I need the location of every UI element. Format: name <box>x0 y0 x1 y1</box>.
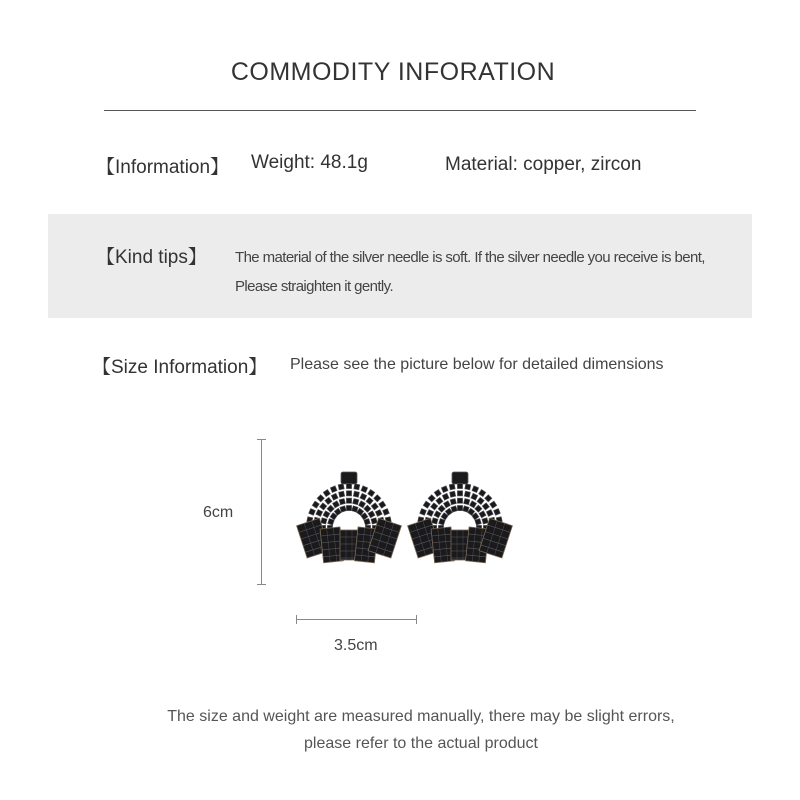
material-value: Material: copper, zircon <box>445 154 642 175</box>
size-information-description: Please see the picture below for detailed dimensions <box>290 356 664 373</box>
width-dimension-line <box>296 619 416 620</box>
measurement-note-line-1: The size and weight are measured manually, there may be slight errors, <box>167 708 675 725</box>
kind-tips-text <box>235 243 735 301</box>
title-divider <box>104 110 696 111</box>
page-title: COMMODITY INFORATION <box>230 58 556 86</box>
width-dimension-cap-left <box>296 615 297 624</box>
height-dimension-label: 6cm <box>203 504 234 521</box>
kind-tips-line-2: Please straighten it gently. <box>235 278 394 295</box>
kind-tips-line-1: The material of the silver needle is soft. If the silver needle you receive is bent, <box>235 249 705 266</box>
earring-right-image <box>405 470 515 570</box>
kind-tips-panel <box>48 214 752 318</box>
height-dimension-cap-bottom <box>257 584 266 585</box>
width-dimension-label: 3.5cm <box>334 637 378 654</box>
information-label: 【Information】 <box>96 157 230 178</box>
kind-tips-label: 【Kind tips】 <box>96 247 207 268</box>
weight-value: Weight: 48.1g <box>251 152 368 173</box>
information-row <box>96 150 736 180</box>
width-dimension-cap-right <box>416 615 417 624</box>
size-information-label: 【Size Information】 <box>92 357 268 378</box>
measurement-note-line-2: please refer to the actual product <box>304 735 538 752</box>
earring-left-image <box>294 470 404 570</box>
height-dimension-cap-top <box>257 439 266 440</box>
measurement-note <box>0 703 800 757</box>
height-dimension-line <box>261 439 262 585</box>
size-information-row <box>92 352 732 382</box>
